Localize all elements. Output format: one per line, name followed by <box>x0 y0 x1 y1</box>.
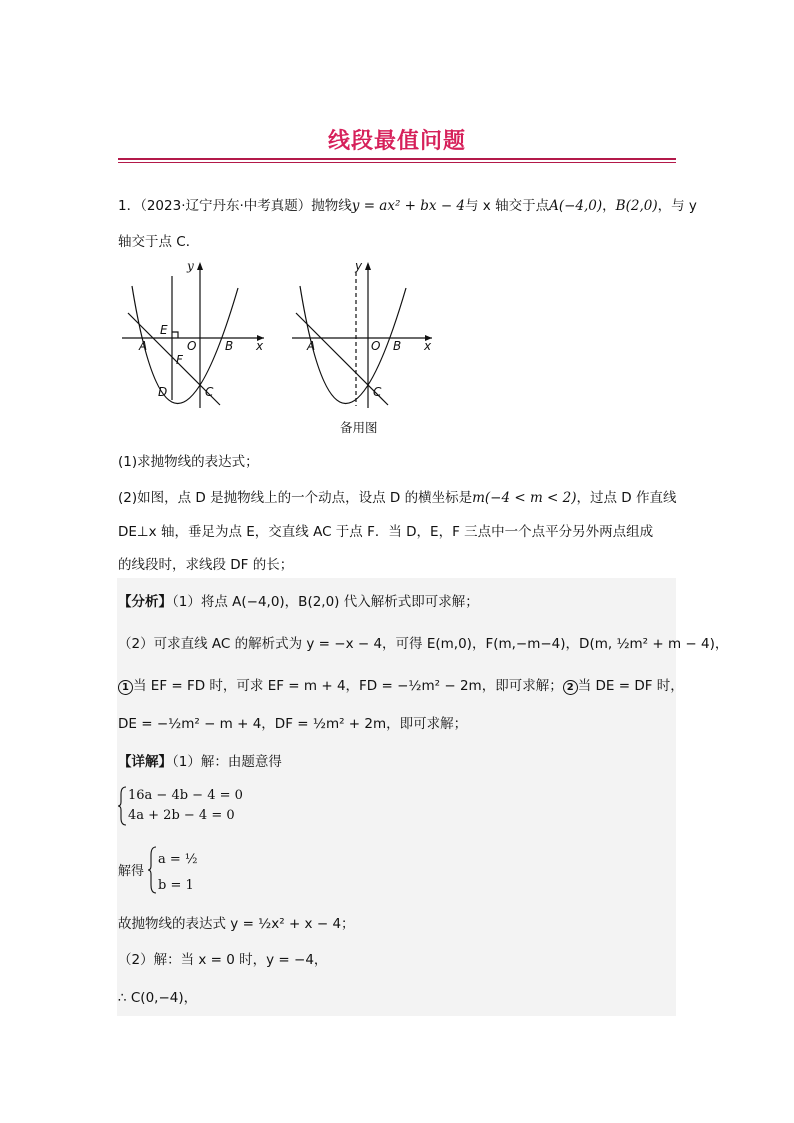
label-f: F <box>176 353 183 367</box>
solution-a: a = ½ <box>158 852 198 867</box>
figure-1 <box>122 259 264 408</box>
label-e: E <box>160 323 168 337</box>
label-a-2: A <box>307 339 316 353</box>
brace-icon <box>118 786 128 826</box>
label-x-2: x <box>424 339 432 353</box>
part-1: (1)求抛物线的表达式； <box>118 454 259 470</box>
part-2-line-1 <box>118 488 676 508</box>
detail-line-8: 故抛物线的表达式 y = ½x² + x − 4； <box>118 916 355 932</box>
detail-line-10: ∴ C(0,−4)， <box>118 990 198 1006</box>
solution-b: b = 1 <box>158 878 194 893</box>
label-d: D <box>158 385 168 399</box>
analysis-line-1 <box>118 592 479 612</box>
label-b-2: B <box>393 339 402 353</box>
analysis-text-3b: 当 DE = DF 时， <box>577 678 684 694</box>
label-b-1: B <box>225 339 234 353</box>
title-rule-thin <box>118 162 676 163</box>
question-line-1: 1．（2023·辽宁丹东·中考真题）抛物线y = ax² + bx − 4与 x 轴交于点A(−4,0)，B(2,0)，与 y <box>118 198 697 214</box>
part-2-line-3: 的线段时，求线段 DF 的长； <box>118 557 294 573</box>
analysis-tag: 【分析】 <box>118 594 172 610</box>
analysis-line-2: （2）可求直线 AC 的解析式为 y = −x − 4，可得 E(m,0)，F(m,−m−4)，D(m, ½m² + m − 4)， <box>118 636 729 652</box>
detail-line-9: （2）解：当 x = 0 时，y = −4， <box>118 952 328 968</box>
page-title: 线段最值问题 <box>327 129 466 154</box>
analysis-line-3 <box>118 676 684 696</box>
analysis-text-3a: 当 EF = FD 时，可求 EF = m + 4，FD = −½m² − 2m，即可求解； <box>133 678 563 694</box>
parabola-2 <box>300 286 406 404</box>
label-o-1: O <box>187 339 197 353</box>
detail-text-1: （1）解：由题意得 <box>172 754 282 770</box>
part-2-line-2: DE⊥x 轴，垂足为点 E，交直线 AC 于点 F．当 D，E，F 三点中一个点平分另外两点组成 <box>118 524 654 540</box>
detail-tag: 【详解】 <box>118 754 172 770</box>
part-2-text-b: ，过点 D 作直线 <box>576 490 677 506</box>
right-angle-mark <box>172 332 178 338</box>
label-c-2: C <box>373 385 382 399</box>
title-rule-thick <box>118 158 676 160</box>
analysis-line-4: DE = −½m² − m + 4，DF = ½m² + 2m，即可求解； <box>118 716 468 732</box>
m-range: m(−4 < m < 2) <box>472 490 577 506</box>
question-mid: 与 x 轴交于点 <box>465 198 550 214</box>
figure-caption: 备用图 <box>340 420 378 435</box>
analysis-text-1: （1）将点 A(−4,0)，B(2,0) 代入解析式即可求解； <box>172 594 479 610</box>
label-y-1: y <box>187 259 194 273</box>
system-eq-1: 16a − 4b − 4 = 0 <box>128 788 243 803</box>
label-o-2: O <box>371 339 381 353</box>
label-x-1: x <box>256 339 264 353</box>
circled-two: 2 <box>563 680 578 695</box>
figures <box>118 258 448 444</box>
point-a: A(−4,0) <box>549 198 603 214</box>
label-a-1: A <box>139 339 148 353</box>
question-prefix: 1．（2023·辽宁丹东·中考真题）抛物线 <box>118 198 352 214</box>
figure-2 <box>292 259 432 435</box>
parabola-1 <box>132 286 238 404</box>
system-eq-2: 4a + 2b − 4 = 0 <box>128 808 235 823</box>
solution-prefix: 解得 <box>118 864 145 879</box>
label-y-2: y <box>355 259 363 273</box>
part-2-text-a: (2)如图，点 D 是抛物线上的一个动点，设点 D 的横坐标是 <box>118 490 473 506</box>
brace-icon <box>148 846 158 894</box>
question-end: ，与 y <box>657 198 697 214</box>
question-line-2: 轴交于点 C． <box>118 234 200 250</box>
parabola-equation: y = ax² + bx − 4 <box>351 198 466 214</box>
circled-one: 1 <box>118 680 133 695</box>
detail-line-1 <box>118 752 282 772</box>
label-c-1: C <box>205 385 214 399</box>
point-b: B(2,0) <box>615 198 658 214</box>
